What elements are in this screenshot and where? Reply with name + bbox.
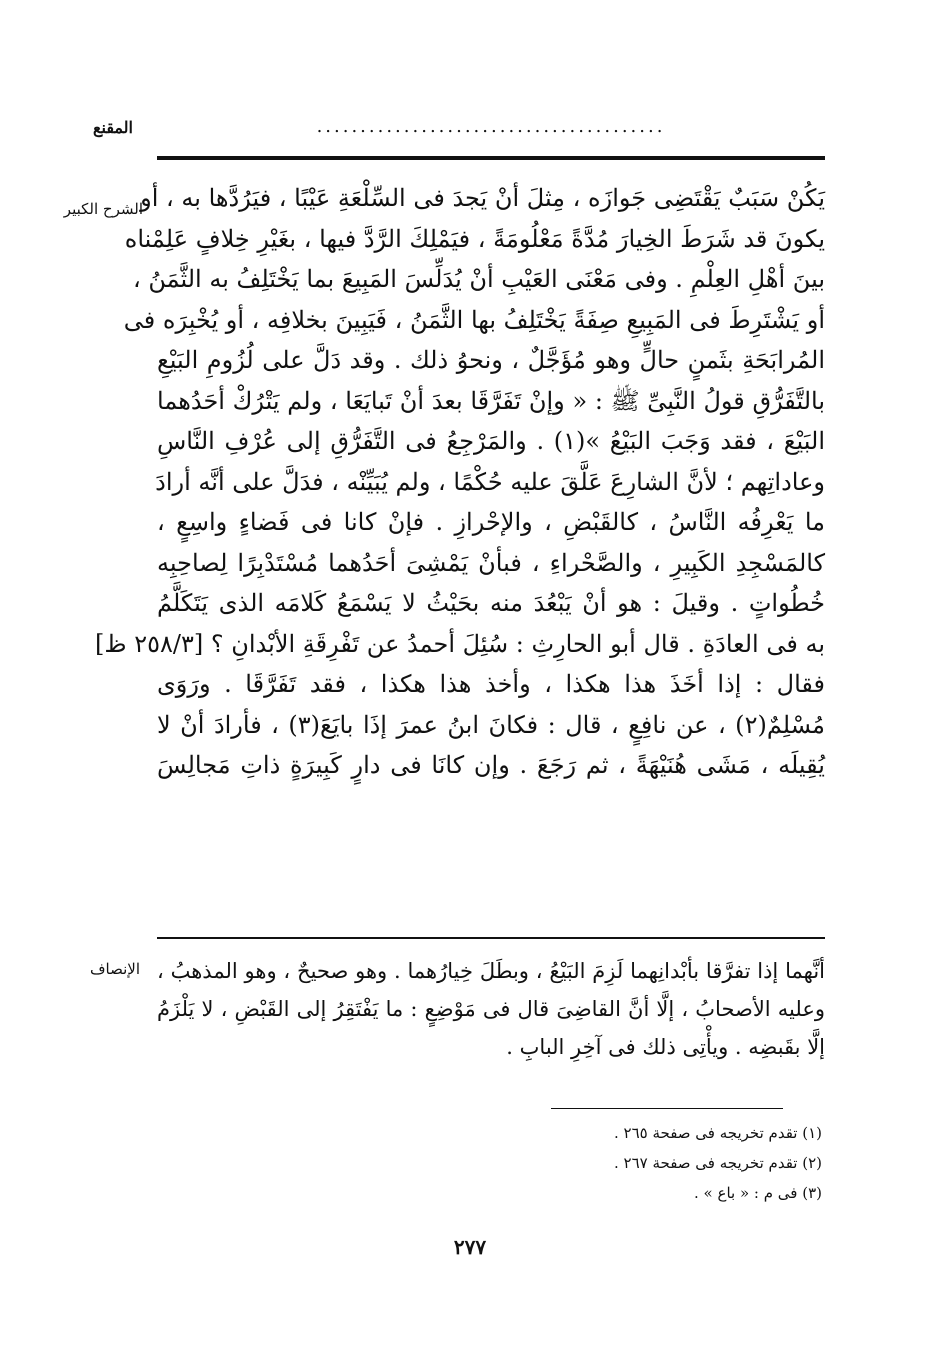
text-line: به فى العادَةِ . قال أبو الحارِثِ : سُئِلَ أحمدُ عن تَفْرِقَةِ الأبْدانِ ؟ [٢٥٨/٣ ظ]	[95, 629, 825, 658]
section-rule	[157, 937, 825, 939]
text-line: كالمَسْجِدِ الكَبِيرِ ، والصَّحْراءِ ، فبأنْ يَمْشِىَ أحَدُهما مُسْتَدْبِرًا لِصاحِبِه	[157, 548, 825, 577]
text-line: بينَ أهْلِ العِلْمِ . وفى مَعْنَى العَيْبِ أنْ يُدَلِّسَ المَبِيعَ بما يَخْتَلِفُ به الثَّمَنُ ،	[132, 265, 825, 293]
footnote-2: (٢) تقدم تخريجه فى صفحة ٢٦٧ .	[613, 1154, 822, 1172]
text-line: ما يَعْرِفُه النَّاسُ ، كالقَبْضِ ، والإحْرازِ . فإنْ كانا فى فَضاءٍ واسِعٍ ،	[157, 508, 825, 536]
text-line: أو يَشْتَرِطَ فى المَبِيعِ صِفَةً يَخْتَلِفُ بها الثَّمَنُ ، فَيَبِينَ بخلافِه ، أو يُخْبِرَه فى	[123, 305, 825, 334]
text-line: يُقِيلَه ، مَشَى هُنَيْهَةً ، ثم رَجَعَ . وإن كانَا فى دارٍ كَبِيرَةٍ ذاتِ مَجالِسَ	[157, 751, 825, 779]
insaf-line: إلَّا بقَبضِه . ويأْتِى ذلك فى آخِرِ البابِ .	[506, 1035, 825, 1059]
text-line: خُطُواتٍ . وقيلَ : هو أنْ يَبْعُدَ منه بحَيْثُ لا يَسْمَعُ كَلامَه الذى يَتَكَلَّمُ	[157, 589, 826, 617]
header-rule	[157, 156, 825, 160]
header-dot-leader: ........................................	[316, 116, 666, 137]
running-header-title: المقنع	[92, 118, 133, 137]
footnote-rule	[551, 1108, 783, 1109]
page-number: ٢٧٧	[453, 1235, 487, 1259]
text-line: يكونَ قد شَرَطَ الخِيارَ مُدَّةً مَعْلُومَةً ، فيَمْلِكَ الرَّدَّ فيها ، بغَيْرِ خِلافٍ عَلِمْناه	[124, 224, 825, 253]
insaf-line: وعليه الأصحابُ ، إلَّا أنَّ القاضِىَ قال فى مَوْضِعٍ : ما يَفْتَقِرُ إلى القَبْضِ ، لا يَلْزَمُ	[157, 997, 825, 1021]
text-line: مُسْلِمٌ(٢) ، عن نافِعٍ ، قال : فكانَ ابنُ عمرَ إذَا بايَعَ(٣) ، فأرادَ أنْ لا	[157, 710, 825, 739]
insaf-text	[157, 952, 825, 1066]
footnote-3: (٣) فى م : « باع » .	[694, 1184, 822, 1202]
text-line: يَكُنْ سَبَبٌ يَقْتَضِى جَوازَه ، مِثلَ أنْ يَجدَ فى السِّلْعَةِ عَيْبًا ، فيَرُدَّها به ، أو	[140, 184, 825, 212]
text-line: المُرابَحَةِ بثَمنٍ حالٍّ وهو مُؤَجَّلٌ ، ونحوُ ذلك . وقد دَلَّ على لُزُومِ البَيْعِ	[157, 346, 825, 374]
footnotes	[322, 1118, 822, 1208]
side-label-insaf: الإنصاف	[89, 960, 140, 978]
text-line: فقال : إذا أخَذَ هذا هكذا ، وأخذ هذا هكذا ، فقد تَفَرَّقَا . ورَوَى	[157, 670, 825, 698]
text-line: البَيْعَ ، فقد وَجَبَ البَيْعُ »(١) . والمَرْجِعُ فى التَّفَرُّقِ إلى عُرْفِ النَّاسِ	[157, 427, 825, 455]
side-label-sharh: الشرح الكبير	[63, 200, 143, 218]
text-line: بالتَّفَرُّقِ قولُ النَّبِىِّ ﷺ : « وإنْ تَفَرَّقَا بعدَ أنْ تَبايَعَا ، ولم يَتْرُكْ أحَدُهما	[157, 386, 825, 415]
insaf-line: أنَّهما إذا تفرَّقا بأبْدانِهما لَزِمَ البَيْعُ ، وبطَلَ خِيارُهما . وهو صحيحٌ ، وهو المذهبُ ،	[157, 959, 825, 983]
footnote-1: (١) تقدم تخريجه فى صفحة ٢٦٥ .	[613, 1124, 822, 1142]
text-line: وعاداتِهم ؛ لأنَّ الشارِعَ عَلَّقَ عليه حُكْمًا ، ولم يُبَيِّنْه ، فدَلَّ على أنَّه أرادَ	[155, 467, 825, 496]
